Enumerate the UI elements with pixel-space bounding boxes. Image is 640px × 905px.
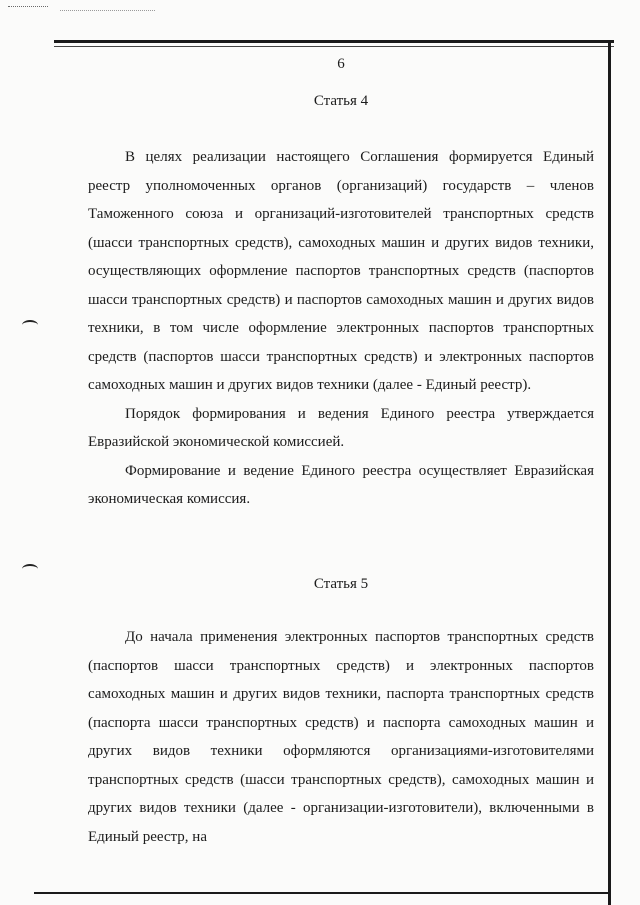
punch-hole-mark — [22, 320, 38, 330]
page-bottom-border — [34, 892, 608, 894]
page-top-border-shadow — [54, 46, 614, 47]
scan-artifact — [60, 10, 155, 12]
article-4-heading: Статья 4 — [313, 93, 369, 109]
article-5-body — [88, 623, 594, 851]
page-number: 6 — [337, 56, 345, 72]
article-4-body — [88, 143, 594, 514]
article-5-paragraph-1: До начала применения электронных паспортов транспортных средств (паспортов шасси транспортных средств) и электронных паспортов самоходных машин и других видов техники, паспорта транспортных средств (паспорта шасси транспортных средств) и паспорта самоходных машин и других видов техники оформляются организациями-изготовителями транспортных средств (шасси транспортных средств), самоходных машин и других видов техники (далее - организации-изготовители), включенными в Единый реестр, на — [88, 629, 594, 845]
article-5-heading: Статья 5 — [313, 576, 369, 592]
punch-hole-mark — [22, 564, 38, 574]
page-right-border — [608, 40, 611, 905]
page-top-border — [54, 40, 614, 43]
article-4-paragraph-3: Формирование и ведение Единого реестра осуществляет Евразийская экономическая комиссия. — [88, 462, 594, 507]
scan-artifact — [8, 6, 48, 9]
article-4-paragraph-2: Порядок формирования и ведения Единого реестра утверждается Евразийской экономической комиссией. — [88, 405, 594, 450]
article-4-paragraph-1: В целях реализации настоящего Соглашения формируется Единый реестр уполномоченных органов (организаций) государств – членов Таможенного союза и организаций-изготовителей транспортных средств (шасси транспортных средств), самоходных машин и других видов техники, осуществляющих оформление паспортов транспортных средств (паспортов шасси транспортных средств) и паспортов самоходных машин и других видов техники, в том числе оформление электронных паспортов транспортных средств (паспортов шасси транспортных средств) и электронных паспортов самоходных машин и других видов техники (далее - Единый реестр). — [88, 149, 594, 393]
